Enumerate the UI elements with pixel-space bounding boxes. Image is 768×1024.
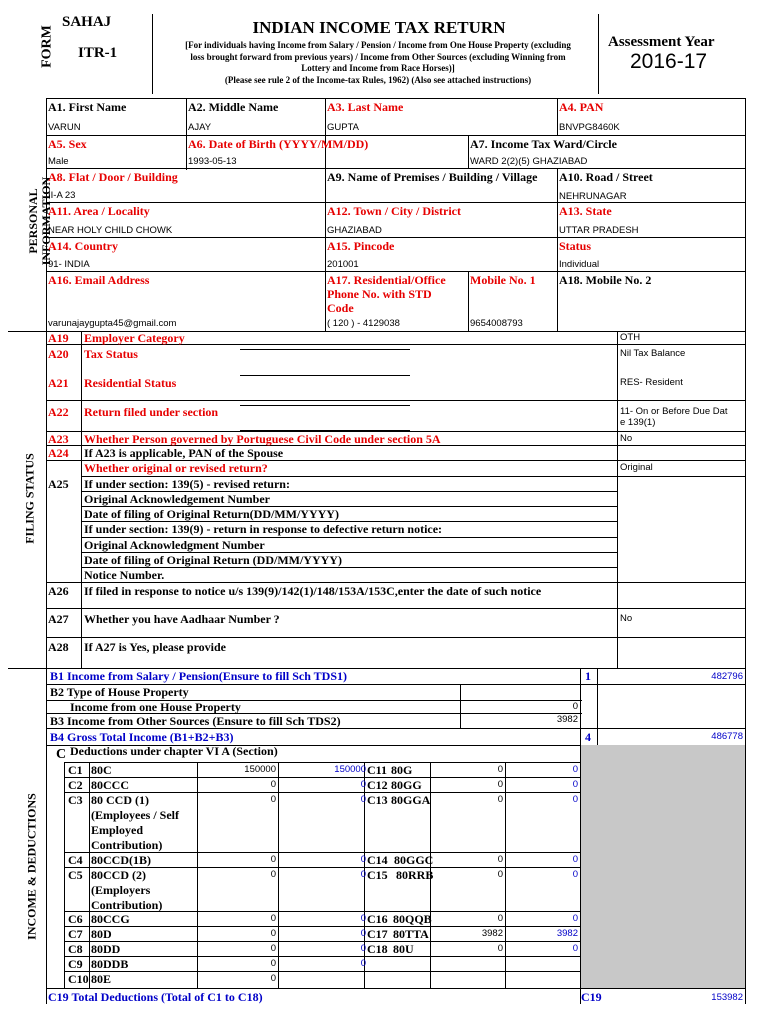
area-field[interactable]: NEAR HOLY CHILD CHOWK	[48, 225, 173, 236]
a20-label: Tax Status	[84, 347, 138, 361]
last-name-label: A3. Last Name	[327, 100, 404, 114]
a19-field[interactable]: OTH	[620, 332, 641, 343]
c14-name: 80GGC	[394, 853, 434, 867]
c15-claimed[interactable]: 0	[497, 869, 503, 880]
form-number: ITR-1	[78, 45, 118, 61]
c12-name: 80GG	[391, 778, 422, 792]
grey-shaded-area	[581, 745, 745, 988]
phone-field[interactable]: ( 120 ) - 4129038	[327, 318, 400, 329]
c19-value[interactable]: 153982	[711, 992, 743, 1003]
c11-code: C11	[367, 763, 388, 777]
c18-claimed[interactable]: 0	[497, 943, 503, 954]
header	[0, 0, 768, 98]
email-label: A16. Email Address	[48, 273, 150, 287]
ack2-label: Original Acknowledgment Number	[84, 538, 265, 552]
c5-claimed[interactable]: 0	[270, 869, 276, 880]
b1-value[interactable]: 482796	[711, 671, 743, 682]
b2-label: B2 Type of House Property	[50, 685, 189, 699]
a21-label: Residential Status	[84, 376, 177, 390]
first-name-label: A1. First Name	[48, 100, 127, 114]
a28-code: A28	[48, 640, 69, 654]
state-field[interactable]: UTTAR PRADESH	[559, 225, 639, 236]
c1-allowed[interactable]: 150000	[334, 764, 366, 775]
c7-code: C7	[68, 927, 83, 941]
c16-claimed[interactable]: 0	[497, 913, 503, 924]
first-name-field[interactable]: VARUN	[48, 122, 81, 133]
email-field[interactable]: varunajaygupta45@gmail.com	[48, 318, 177, 329]
a26-label: If filed in response to notice u/s 139(9)/142(1)/148/153A/153C,enter the date of such notice	[84, 584, 542, 598]
c10-name: 80E	[91, 972, 112, 986]
c3-name: 80 CCD (1) (Employees / Self Employed Contribution)	[91, 793, 179, 852]
c14-allowed[interactable]: 0	[572, 854, 578, 865]
form-name: SAHAJ	[62, 14, 112, 30]
c19-label: C19 Total Deductions (Total of C1 to C18)	[48, 990, 263, 1004]
c16-code: C16	[367, 912, 388, 926]
c2-claimed[interactable]: 0	[270, 779, 276, 790]
c3-allowed[interactable]: 0	[360, 794, 366, 805]
b3-label: B3 Income from Other Sources (Ensure to fill Sch TDS2)	[50, 714, 341, 728]
dob-field[interactable]: 1993-05-13	[188, 156, 237, 167]
assessment-year-label: Assessment Year	[608, 34, 715, 50]
a19-code: A19	[48, 331, 69, 345]
a25-label: If under section: 139(5) - revised return:	[84, 477, 290, 491]
c17-name: 80TTA	[393, 927, 429, 941]
ack1-label: Original Acknowledgement Number	[84, 492, 270, 506]
a27-label: Whether you have Aadhaar Number ?	[84, 612, 280, 626]
c16-name: 80QQB	[393, 912, 432, 926]
a26-code: A26	[48, 584, 69, 598]
section-income-deductions: INCOME & DEDUCTIONS	[24, 793, 39, 940]
area-label: A11. Area / Locality	[48, 204, 150, 218]
house-property-value[interactable]: 0	[572, 701, 578, 712]
c6-allowed[interactable]: 0	[360, 913, 366, 924]
c9-code: C9	[68, 957, 83, 971]
date1-label: Date of filing of Original Return(DD/MM/YYYY)	[84, 507, 339, 521]
c18-name: 80U	[393, 942, 414, 956]
country-label: A14. Country	[48, 239, 119, 253]
c3-code: C3	[68, 793, 83, 807]
section-filing-status: FILING STATUS	[22, 453, 37, 544]
pan-field[interactable]: BNVPG8460K	[559, 122, 620, 133]
mobile1-field[interactable]: 9654008793	[470, 318, 523, 329]
c17-code: C17	[367, 927, 388, 941]
c10-code: C10	[68, 972, 89, 986]
c4-allowed[interactable]: 0	[360, 854, 366, 865]
c14-claimed[interactable]: 0	[497, 854, 503, 865]
last-name-field[interactable]: GUPTA	[327, 122, 360, 133]
house-property-label: Income from one House Property	[70, 700, 241, 714]
a22-code: A22	[48, 405, 69, 419]
sex-label: A5. Sex	[48, 137, 87, 151]
a21-code: A21	[48, 376, 69, 390]
c7-name: 80D	[91, 927, 112, 941]
c2-allowed[interactable]: 0	[360, 779, 366, 790]
c2-code: C2	[68, 778, 83, 792]
a21-field[interactable]: RES- Resident	[620, 377, 683, 388]
original-revised-label: Whether original or revised return?	[84, 461, 268, 475]
b3-value[interactable]: 3982	[556, 714, 578, 725]
b4-code: 4	[585, 730, 591, 744]
b1-label: B1 Income from Salary / Pension(Ensure to fill Sch TDS1)	[50, 669, 348, 683]
pan-label: A4. PAN	[559, 100, 604, 114]
c7-allowed[interactable]: 0	[360, 928, 366, 939]
c6-claimed[interactable]: 0	[270, 913, 276, 924]
c6-name: 80CCG	[91, 912, 130, 926]
a23-label: Whether Person governed by Portuguese Civil Code under section 5A	[84, 432, 441, 446]
middle-name-field[interactable]: AJAY	[188, 122, 212, 133]
a23-field[interactable]: No	[620, 433, 633, 444]
c-letter: C	[56, 747, 67, 762]
c19-code: C19	[581, 990, 602, 1004]
c12-claimed[interactable]: 0	[497, 779, 503, 790]
c4-code: C4	[68, 853, 83, 867]
c5-code: C5	[68, 868, 83, 882]
a25-code: A25	[48, 477, 69, 491]
a24-label: If A23 is applicable, PAN of the Spouse	[84, 446, 284, 460]
form-label: FORM	[39, 25, 55, 68]
c9-name: 80DDB	[91, 957, 129, 971]
c7-claimed[interactable]: 0	[270, 928, 276, 939]
a20-field[interactable]: Nil Tax Balance	[620, 348, 686, 359]
s139-9-label: If under section: 139(9) - return in response to defective return notice:	[84, 522, 443, 536]
notice-label: Notice Number.	[84, 568, 165, 582]
state-label: A13. State	[559, 204, 612, 218]
b4-value[interactable]: 486778	[711, 731, 743, 742]
c1-claimed[interactable]: 150000	[244, 764, 276, 775]
c8-allowed[interactable]: 0	[360, 943, 366, 954]
c15-code: C15	[367, 868, 388, 882]
c13-allowed[interactable]: 0	[572, 794, 578, 805]
c13-claimed[interactable]: 0	[497, 794, 503, 805]
form-subtitle: [For individuals having Income from Salary / Pension / Income from One House Property (excluding loss brought forward from previous years) / Income from Other Sources (excluding Winning from Lottery and Income from Race Horses)] (Please see rule 2 of the Income-tax Rules, 1962) (Also see attached instructions)	[185, 40, 571, 85]
flat-label: A8. Flat / Door / Building	[48, 170, 178, 184]
a22-field[interactable]: 11- On or Before Due Dat e 139(1)	[620, 406, 728, 428]
dob-label: A6. Date of Birth (YYYY/MM/DD)	[188, 137, 369, 151]
status-field[interactable]: Individual	[559, 259, 600, 270]
phone-label: A17. Residential/Office Phone No. with STD Code	[327, 273, 446, 315]
a22-label: Return filed under section	[84, 405, 219, 419]
date2-label: Date of filing of Original Return (DD/MM/YYYY)	[84, 553, 342, 567]
c9-claimed[interactable]: 0	[270, 958, 276, 969]
flat-field[interactable]: II-A 23	[48, 190, 76, 201]
c10-claimed[interactable]: 0	[270, 973, 276, 984]
c17-claimed[interactable]: 3982	[481, 928, 503, 939]
assessment-year-value: 2016-17	[630, 50, 708, 73]
c18-allowed[interactable]: 0	[572, 943, 578, 954]
c4-name: 80CCD(1B)	[91, 853, 151, 867]
c13-name: 80GGA	[391, 793, 431, 807]
section-personal-information: PERSONAL INFORMATION	[26, 176, 53, 266]
deductions-heading: Deductions under chapter VI A (Section)	[70, 744, 278, 758]
c8-claimed[interactable]: 0	[270, 943, 276, 954]
pincode-field[interactable]: 201001	[327, 259, 359, 270]
form-title: INDIAN INCOME TAX RETURN	[252, 18, 506, 37]
middle-name-label: A2. Middle Name	[188, 100, 279, 114]
a20-code: A20	[48, 347, 69, 361]
b1-code: 1	[585, 669, 591, 683]
c12-allowed[interactable]: 0	[572, 779, 578, 790]
c15-allowed[interactable]: 0	[572, 869, 578, 880]
c1-name: 80C	[91, 763, 112, 777]
status-label: Status	[559, 239, 592, 253]
c14-code: C14	[367, 853, 388, 867]
a27-field[interactable]: No	[620, 613, 633, 624]
c11-claimed[interactable]: 0	[497, 764, 503, 775]
sex-field[interactable]: Male	[48, 156, 69, 167]
a23-code: A23	[48, 432, 69, 446]
c11-name: 80G	[391, 763, 413, 777]
a19-label: Employer Category	[84, 331, 185, 345]
mobile1-label: Mobile No. 1	[470, 273, 536, 287]
country-field[interactable]: 91- INDIA	[48, 259, 90, 270]
a24-code: A24	[48, 446, 69, 460]
premises-label: A9. Name of Premises / Building / Village	[327, 170, 538, 184]
c11-allowed[interactable]: 0	[572, 764, 578, 775]
c5-allowed[interactable]: 0	[360, 869, 366, 880]
c16-allowed[interactable]: 0	[572, 913, 578, 924]
mobile2-label: A18. Mobile No. 2	[559, 273, 652, 287]
c3-claimed[interactable]: 0	[270, 794, 276, 805]
c5-name: 80CCD (2) (Employers Contribution)	[91, 868, 163, 912]
town-label: A12. Town / City / District	[327, 204, 462, 218]
c12-code: C12	[367, 778, 388, 792]
c6-code: C6	[68, 912, 83, 926]
c2-name: 80CCC	[91, 778, 129, 792]
original-revised-field[interactable]: Original	[620, 462, 653, 473]
c9-allowed[interactable]: 0	[360, 958, 366, 969]
c13-code: C13	[367, 793, 388, 807]
pincode-label: A15. Pincode	[327, 239, 395, 253]
town-field[interactable]: GHAZIABAD	[327, 225, 382, 236]
ward-label: A7. Income Tax Ward/Circle	[470, 137, 617, 151]
c8-code: C8	[68, 942, 83, 956]
c4-claimed[interactable]: 0	[270, 854, 276, 865]
c15-name: 80RRB	[396, 868, 434, 882]
road-field[interactable]: NEHRUNAGAR	[559, 191, 627, 202]
a28-label: If A27 is Yes, please provide	[84, 640, 227, 654]
c1-code: C1	[68, 763, 83, 777]
ward-field[interactable]: WARD 2(2)(5) GHAZIABAD	[470, 156, 588, 167]
c18-code: C18	[367, 942, 388, 956]
a27-code: A27	[48, 612, 69, 626]
c8-name: 80DD	[91, 942, 121, 956]
b4-label: B4 Gross Total Income (B1+B2+B3)	[50, 730, 234, 744]
c17-allowed[interactable]: 3982	[556, 928, 578, 939]
road-label: A10. Road / Street	[559, 170, 653, 184]
